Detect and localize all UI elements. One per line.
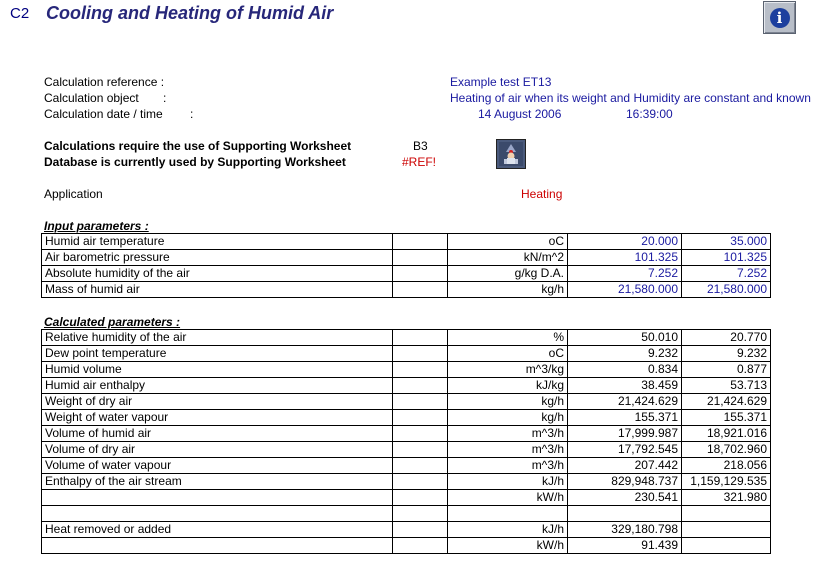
unit-cell: kg/h [448, 282, 568, 298]
value-2-cell: 1,159,129.535 [682, 474, 771, 490]
table-row [42, 474, 771, 490]
table-row [42, 362, 771, 378]
value-2-cell: 155.371 [682, 410, 771, 426]
unit-cell: m^3/h [448, 458, 568, 474]
value-1-cell: 0.834 [568, 362, 682, 378]
value-1-cell [568, 506, 682, 522]
value-1-cell: 21,424.629 [568, 394, 682, 410]
value-1-cell[interactable]: 20.000 [568, 234, 682, 250]
date-colon: : [190, 107, 194, 121]
spacer-cell [393, 362, 448, 378]
spacer-cell [393, 458, 448, 474]
unit-cell: m^3/kg [448, 362, 568, 378]
value-2-cell: 20.770 [682, 330, 771, 346]
param-name: Humid air temperature [42, 234, 393, 250]
date-label: Calculation date / time [44, 107, 163, 121]
unit-cell: kN/m^2 [448, 250, 568, 266]
table-row [42, 250, 771, 266]
param-name: Absolute humidity of the air [42, 266, 393, 282]
value-2-cell[interactable]: 21,580.000 [682, 282, 771, 298]
value-1-cell[interactable]: 101.325 [568, 250, 682, 266]
table-row [42, 522, 771, 538]
param-name: Volume of dry air [42, 442, 393, 458]
value-1-cell: 38.459 [568, 378, 682, 394]
unit-cell: % [448, 330, 568, 346]
param-name: Humid air enthalpy [42, 378, 393, 394]
unit-cell: oC [448, 346, 568, 362]
time-value[interactable]: 16:39:00 [626, 107, 673, 121]
value-2-cell: 21,424.629 [682, 394, 771, 410]
unit-cell: oC [448, 234, 568, 250]
unit-cell: kJ/kg [448, 378, 568, 394]
object-label: Calculation object [44, 91, 139, 105]
value-2-cell: 0.877 [682, 362, 771, 378]
calculated-table [41, 329, 771, 554]
param-name [42, 538, 393, 554]
param-name: Volume of water vapour [42, 458, 393, 474]
reference-value[interactable]: Example test ET13 [450, 75, 552, 89]
param-name [42, 490, 393, 506]
table-row [42, 234, 771, 250]
spacer-cell [393, 442, 448, 458]
table-row [42, 330, 771, 346]
value-1-cell: 91.439 [568, 538, 682, 554]
spacer-cell [393, 410, 448, 426]
page-title: Cooling and Heating of Humid Air [46, 3, 334, 23]
application-label: Application [44, 187, 103, 201]
date-value[interactable]: 14 August 2006 [478, 107, 562, 121]
unit-cell: m^3/h [448, 426, 568, 442]
value-1-cell: 329,180.798 [568, 522, 682, 538]
value-1-cell: 829,948.737 [568, 474, 682, 490]
table-row [42, 346, 771, 362]
value-1-cell: 17,792.545 [568, 442, 682, 458]
value-2-cell: 53.713 [682, 378, 771, 394]
param-name: Mass of humid air [42, 282, 393, 298]
unit-cell: kg/h [448, 410, 568, 426]
param-name: Dew point temperature [42, 346, 393, 362]
database-label: Database is currently used by Supporting Worksheet [44, 155, 346, 169]
unit-cell [448, 506, 568, 522]
unit-cell: m^3/h [448, 442, 568, 458]
unit-cell: kJ/h [448, 522, 568, 538]
spacer-cell [393, 282, 448, 298]
spacer-cell [393, 426, 448, 442]
object-value[interactable]: Heating of air when its weight and Humidity are constant and known [450, 91, 811, 105]
value-1-cell: 207.442 [568, 458, 682, 474]
table-row [42, 490, 771, 506]
param-name: Humid volume [42, 362, 393, 378]
table-row [42, 442, 771, 458]
input-table [41, 233, 771, 298]
value-2-cell: 18,702.960 [682, 442, 771, 458]
spacer-cell [393, 266, 448, 282]
table-row [42, 266, 771, 282]
param-name: Weight of dry air [42, 394, 393, 410]
unit-cell: kJ/h [448, 474, 568, 490]
value-1-cell: 9.232 [568, 346, 682, 362]
unit-cell: kW/h [448, 490, 568, 506]
database-button[interactable] [496, 139, 526, 169]
spacer-cell [393, 522, 448, 538]
param-name [42, 506, 393, 522]
sheet-code: C2 [10, 5, 30, 22]
value-2-cell: 321.980 [682, 490, 771, 506]
reference-label: Calculation reference : [44, 75, 165, 89]
worksheet-label: Calculations require the use of Supporting Worksheet [44, 139, 352, 153]
info-icon: i [770, 8, 790, 28]
spacer-cell [393, 378, 448, 394]
table-row [42, 538, 771, 554]
table-row [42, 506, 771, 522]
wizard-icon [499, 142, 523, 166]
value-2-cell: 218.056 [682, 458, 771, 474]
unit-cell: kg/h [448, 394, 568, 410]
value-1-cell: 50.010 [568, 330, 682, 346]
value-1-cell: 230.541 [568, 490, 682, 506]
value-2-cell[interactable]: 101.325 [682, 250, 771, 266]
param-name: Weight of water vapour [42, 410, 393, 426]
table-row [42, 394, 771, 410]
value-2-cell[interactable]: 7.252 [682, 266, 771, 282]
table-row [42, 378, 771, 394]
spacer-cell [393, 538, 448, 554]
value-2-cell: 18,921.016 [682, 426, 771, 442]
param-name: Enthalpy of the air stream [42, 474, 393, 490]
calculated-heading: Calculated parameters : [44, 315, 181, 329]
spacer-cell [393, 346, 448, 362]
table-row [42, 410, 771, 426]
spacer-cell [393, 394, 448, 410]
value-1-cell: 17,999.987 [568, 426, 682, 442]
param-name: Heat removed or added [42, 522, 393, 538]
spacer-cell [393, 250, 448, 266]
value-2-cell [682, 538, 771, 554]
worksheet-value: B3 [413, 139, 428, 153]
spacer-cell [393, 490, 448, 506]
param-name: Volume of humid air [42, 426, 393, 442]
value-1-cell: 155.371 [568, 410, 682, 426]
unit-cell: g/kg D.A. [448, 266, 568, 282]
table-row [42, 426, 771, 442]
object-colon: : [163, 91, 167, 105]
table-row [42, 458, 771, 474]
param-name: Air barometric pressure [42, 250, 393, 266]
info-button[interactable] [763, 1, 796, 34]
value-2-cell[interactable]: 35.000 [682, 234, 771, 250]
param-name: Relative humidity of the air [42, 330, 393, 346]
value-2-cell: 9.232 [682, 346, 771, 362]
spacer-cell [393, 330, 448, 346]
value-1-cell[interactable]: 21,580.000 [568, 282, 682, 298]
table-row [42, 282, 771, 298]
value-2-cell [682, 522, 771, 538]
spacer-cell [393, 474, 448, 490]
database-value: #REF! [402, 155, 437, 169]
application-value[interactable]: Heating [521, 187, 563, 201]
spacer-cell [393, 506, 448, 522]
spacer-cell [393, 234, 448, 250]
value-1-cell[interactable]: 7.252 [568, 266, 682, 282]
unit-cell: kW/h [448, 538, 568, 554]
value-2-cell [682, 506, 771, 522]
input-heading: Input parameters : [44, 219, 149, 233]
